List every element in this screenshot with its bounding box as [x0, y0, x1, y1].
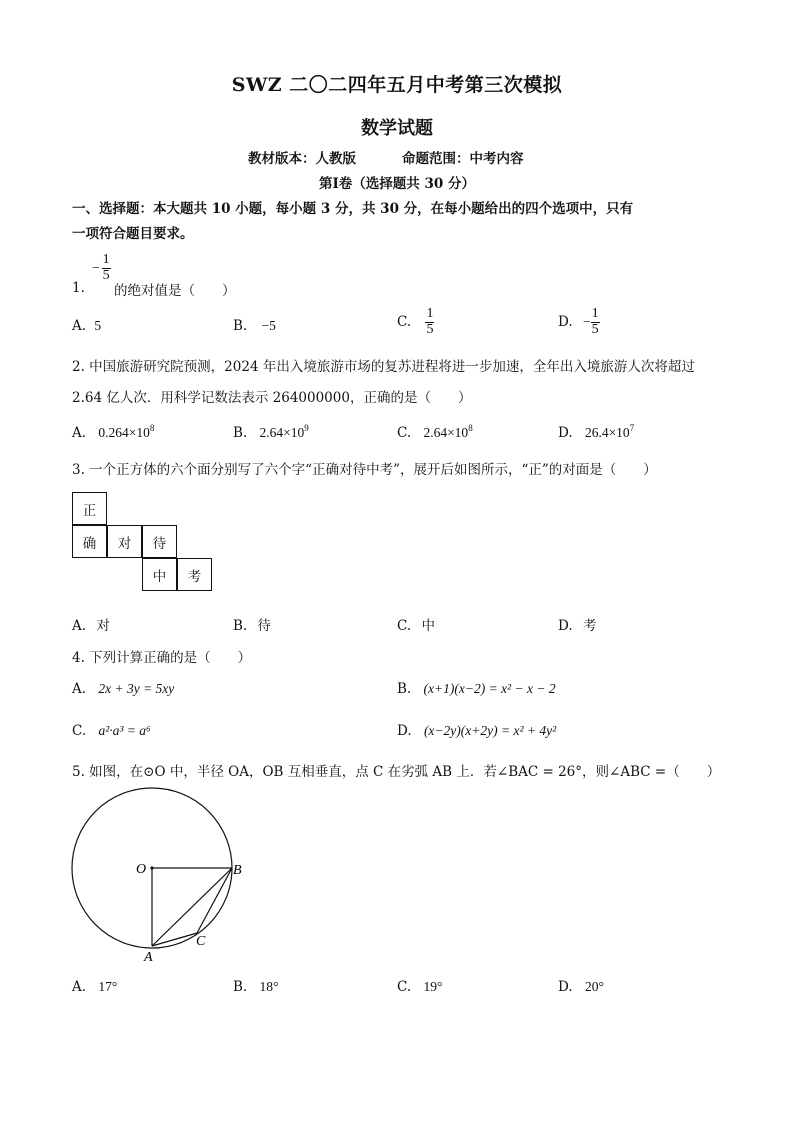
q2-option-b[interactable]: [233, 423, 309, 441]
option-letter: A.: [72, 618, 87, 634]
fraction-numerator: 1: [426, 306, 434, 321]
fraction-numerator: 1: [591, 306, 599, 321]
option-text: 2x + 3y = 5xy: [98, 681, 175, 696]
q4-option-b[interactable]: [397, 681, 556, 697]
q1-option-c[interactable]: [397, 307, 434, 337]
net-cell-dai: 待: [142, 525, 177, 558]
center-point: [150, 866, 153, 869]
option-base: 2.64×10: [423, 425, 469, 440]
circle-figure: [66, 784, 256, 964]
option-letter: B.: [233, 979, 248, 995]
option-text: 20°: [584, 979, 604, 994]
option-letter: D.: [558, 618, 573, 634]
textbook-edition: 教材版本：人教版: [248, 151, 356, 167]
q3-option-b[interactable]: [233, 614, 271, 634]
option-text: 19°: [423, 979, 443, 994]
q5-option-b[interactable]: [233, 979, 278, 995]
q1-option-a[interactable]: [72, 318, 101, 334]
exam-title: SWZ 二〇二四年五月中考第三次模拟: [231, 74, 563, 96]
option-letter: A.: [72, 979, 87, 995]
q5-option-a[interactable]: [72, 979, 117, 995]
option-text: −5: [261, 318, 276, 333]
option-letter: C.: [397, 314, 412, 331]
question-5-stem: 5. 如图，在⊙O 中，半径 OA，OB 互相垂直，点 C 在劣弧 AB 上．若∠BAC = 26°，则∠ABC =（ ）: [72, 764, 721, 780]
net-cell-que: 确: [72, 525, 107, 558]
cube-net-figure: [72, 492, 222, 602]
fraction-sign: −: [92, 260, 100, 276]
label-o: O: [136, 862, 147, 877]
q2-option-c[interactable]: [397, 423, 473, 441]
q1-option-b[interactable]: [233, 318, 276, 334]
option-letter: D.: [558, 314, 573, 331]
option-text: a²·a³ = a⁶: [98, 723, 151, 738]
q5-option-d[interactable]: [558, 979, 604, 995]
fraction-sign: −: [582, 314, 591, 330]
option-base: 0.264×10: [98, 425, 150, 440]
option-letter: B.: [233, 425, 248, 441]
option-base: 2.64×10: [259, 425, 305, 440]
label-b: B: [233, 863, 242, 878]
net-cell-zhong: 中: [142, 558, 177, 591]
option-text: 5: [94, 318, 102, 333]
option-letter: B.: [233, 318, 248, 334]
q4-option-a[interactable]: [72, 681, 174, 697]
option-text: 17°: [98, 979, 118, 994]
net-cell-kao: 考: [177, 558, 212, 591]
option-letter: C.: [397, 425, 412, 441]
option-letter: D.: [558, 979, 573, 995]
question-2-line1: 2. 中国旅游研究院预测，2024 年出入境旅游市场的复苏进程将进一步加速，全年出入境旅游人次将超过: [72, 359, 695, 375]
option-exponent: 9: [304, 423, 309, 433]
question-1-fraction: [92, 253, 111, 283]
option-exponent: 8: [468, 423, 473, 433]
volume-heading: 第Ⅰ卷（选择题共 30 分）: [318, 176, 475, 192]
option-exponent: 8: [149, 423, 155, 433]
q2-option-d[interactable]: [558, 423, 634, 441]
option-text: 中: [421, 618, 435, 634]
exam-subtitle: 数学试题: [361, 118, 433, 139]
question-1-stem: 的绝对值是（ ）: [114, 283, 236, 299]
fraction-denominator: 5: [102, 267, 110, 283]
net-cell-dui: 对: [107, 525, 142, 558]
option-text: (x−2y)(x+2y) = x² + 4y²: [423, 723, 557, 738]
option-text: 待: [257, 618, 272, 634]
q3-option-a[interactable]: [72, 614, 110, 634]
option-letter: C.: [397, 618, 412, 634]
chord-bc: [197, 868, 232, 933]
net-cell-zheng: 正: [72, 492, 107, 525]
fraction-numerator: 1: [102, 252, 110, 267]
q4-option-c[interactable]: [72, 723, 151, 739]
fraction-denominator: 5: [426, 321, 434, 337]
q2-option-a[interactable]: [72, 423, 154, 441]
fraction-denominator: 5: [591, 321, 599, 337]
question-2-line2: 2.64 亿人次．用科学记数法表示 264000000，正确的是（ ）: [72, 390, 472, 406]
q3-option-d[interactable]: [558, 614, 596, 634]
option-letter: B.: [233, 618, 248, 634]
option-letter: D.: [558, 425, 573, 441]
option-exponent: 7: [629, 423, 635, 433]
label-c: C: [196, 934, 206, 949]
question-1-number: 1.: [72, 280, 85, 296]
option-text: (x+1)(x−2) = x² − x − 2: [423, 681, 556, 696]
option-letter: A.: [72, 425, 87, 441]
option-letter: D.: [397, 723, 412, 739]
option-letter: C.: [397, 979, 412, 995]
option-letter: A.: [72, 681, 87, 697]
q4-option-d[interactable]: [397, 723, 556, 739]
label-a: A: [144, 950, 153, 964]
question-4-stem: 4. 下列计算正确的是（ ）: [72, 650, 252, 666]
q1-option-d[interactable]: [558, 307, 600, 337]
option-letter: A.: [72, 318, 87, 334]
option-text: 18°: [259, 979, 279, 994]
option-text: 考: [582, 618, 597, 634]
section-instructions-line1: 一、选择题：本大题共 10 小题，每小题 3 分，共 30 分，在每小题给出的四个选项中，只有: [72, 201, 634, 217]
option-base: 26.4×10: [584, 425, 630, 440]
exam-scope: 命题范围：中考内容: [402, 151, 524, 167]
option-letter: C.: [72, 723, 87, 739]
option-letter: B.: [397, 681, 412, 697]
option-text: 对: [96, 618, 110, 634]
section-instructions-line2: 一项符合题目要求。: [72, 226, 194, 242]
question-3-stem: 3. 一个正方体的六个面分别写了六个字“正确对待中考”，展开后如图所示，“正”的对面是（ ）: [72, 462, 657, 478]
q3-option-c[interactable]: [397, 614, 435, 634]
q5-option-c[interactable]: [397, 979, 442, 995]
